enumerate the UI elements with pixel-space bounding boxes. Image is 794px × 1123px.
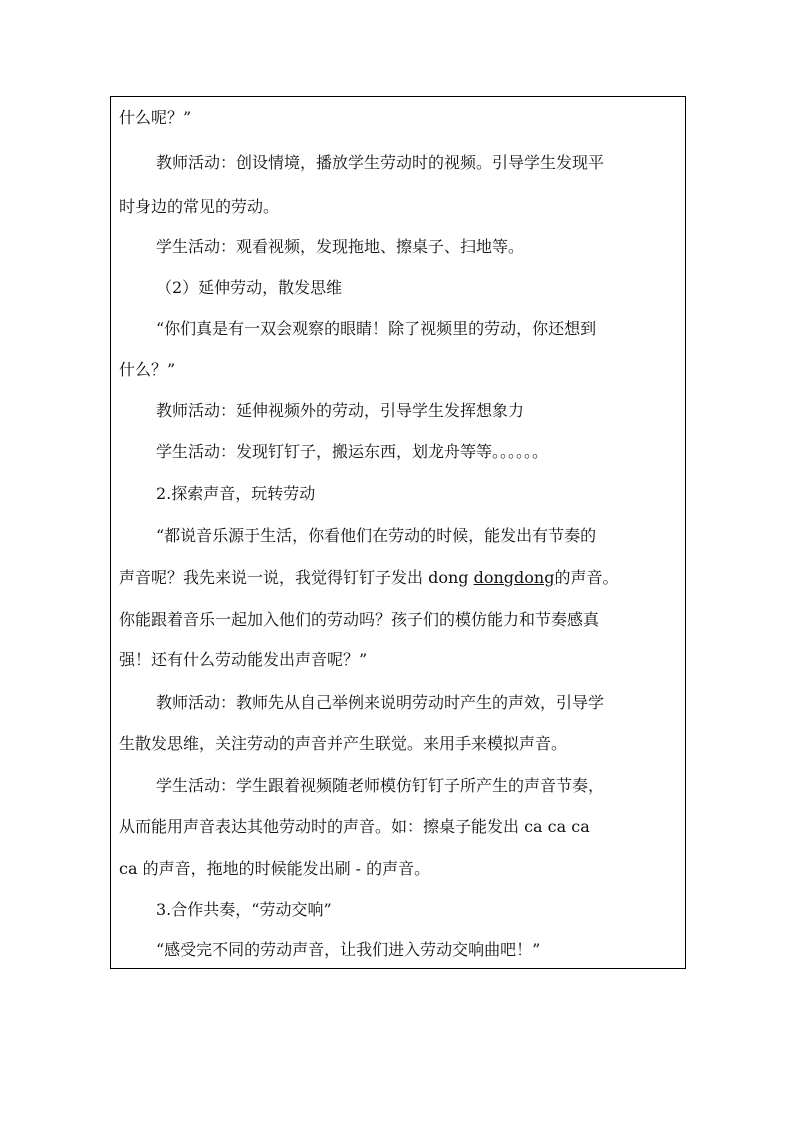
text-segment: 声音呢？我先来说一说，我觉得钉钉子发出 dong <box>119 568 474 587</box>
text-line: 时身边的常见的劳动。 <box>119 197 280 216</box>
text-line: 学生活动：学生跟着视频随老师模仿钉钉子所产生的声音节奏， <box>156 776 605 795</box>
lesson-text-box <box>110 96 686 969</box>
text-line: 学生活动：观看视频，发现拖地、擦桌子、扫地等。 <box>156 237 525 256</box>
text-line: 什么？” <box>119 360 176 379</box>
text-line: 教师活动：创设情境，播放学生劳动时的视频。引导学生发现平 <box>156 153 605 172</box>
text-line: “你们真是有一双会观察的眼睛！除了视频里的劳动，你还想到 <box>156 319 597 338</box>
text-line: 2.探索声音，玩转劳动 <box>156 484 316 503</box>
text-line: 生散发思维，关注劳动的声音并产生联觉。来用手来模拟声音。 <box>119 734 568 753</box>
text-line: （2）延伸劳动，散发思维 <box>156 278 343 297</box>
text-line: “感受完不同的劳动声音，让我们进入劳动交响曲吧！” <box>156 940 541 959</box>
text-line: 教师活动：延伸视频外的劳动，引导学生发挥想象力 <box>156 401 525 420</box>
text-line: ca 的声音，拖地的时候能发出刷 - 的声音。 <box>119 859 431 878</box>
text-segment: 的声音。 <box>554 568 619 587</box>
text-line: 从而能用声音表达其他劳动时的声音。如：擦桌子能发出 ca ca ca <box>119 817 590 836</box>
text-line: “都说音乐源于生活，你看他们在劳动的时候，能发出有节奏的 <box>156 526 597 545</box>
text-line: 强！还有什么劳动能发出声音呢？” <box>119 650 368 669</box>
text-line <box>119 568 618 588</box>
underlined-text: dongdong <box>473 568 555 587</box>
text-line: 3.合作共奏，“劳动交响” <box>156 900 332 919</box>
text-line: 教师活动：教师先从自己举例来说明劳动时产生的声效，引导学 <box>156 693 605 712</box>
text-line: 什么呢？” <box>119 108 192 127</box>
text-line: 学生活动：发现钉钉子，搬运东西，划龙舟等等。。。。。。 <box>156 442 549 461</box>
text-line: 你能跟着音乐一起加入他们的劳动吗？孩子们的模仿能力和节奏感真 <box>119 610 600 629</box>
